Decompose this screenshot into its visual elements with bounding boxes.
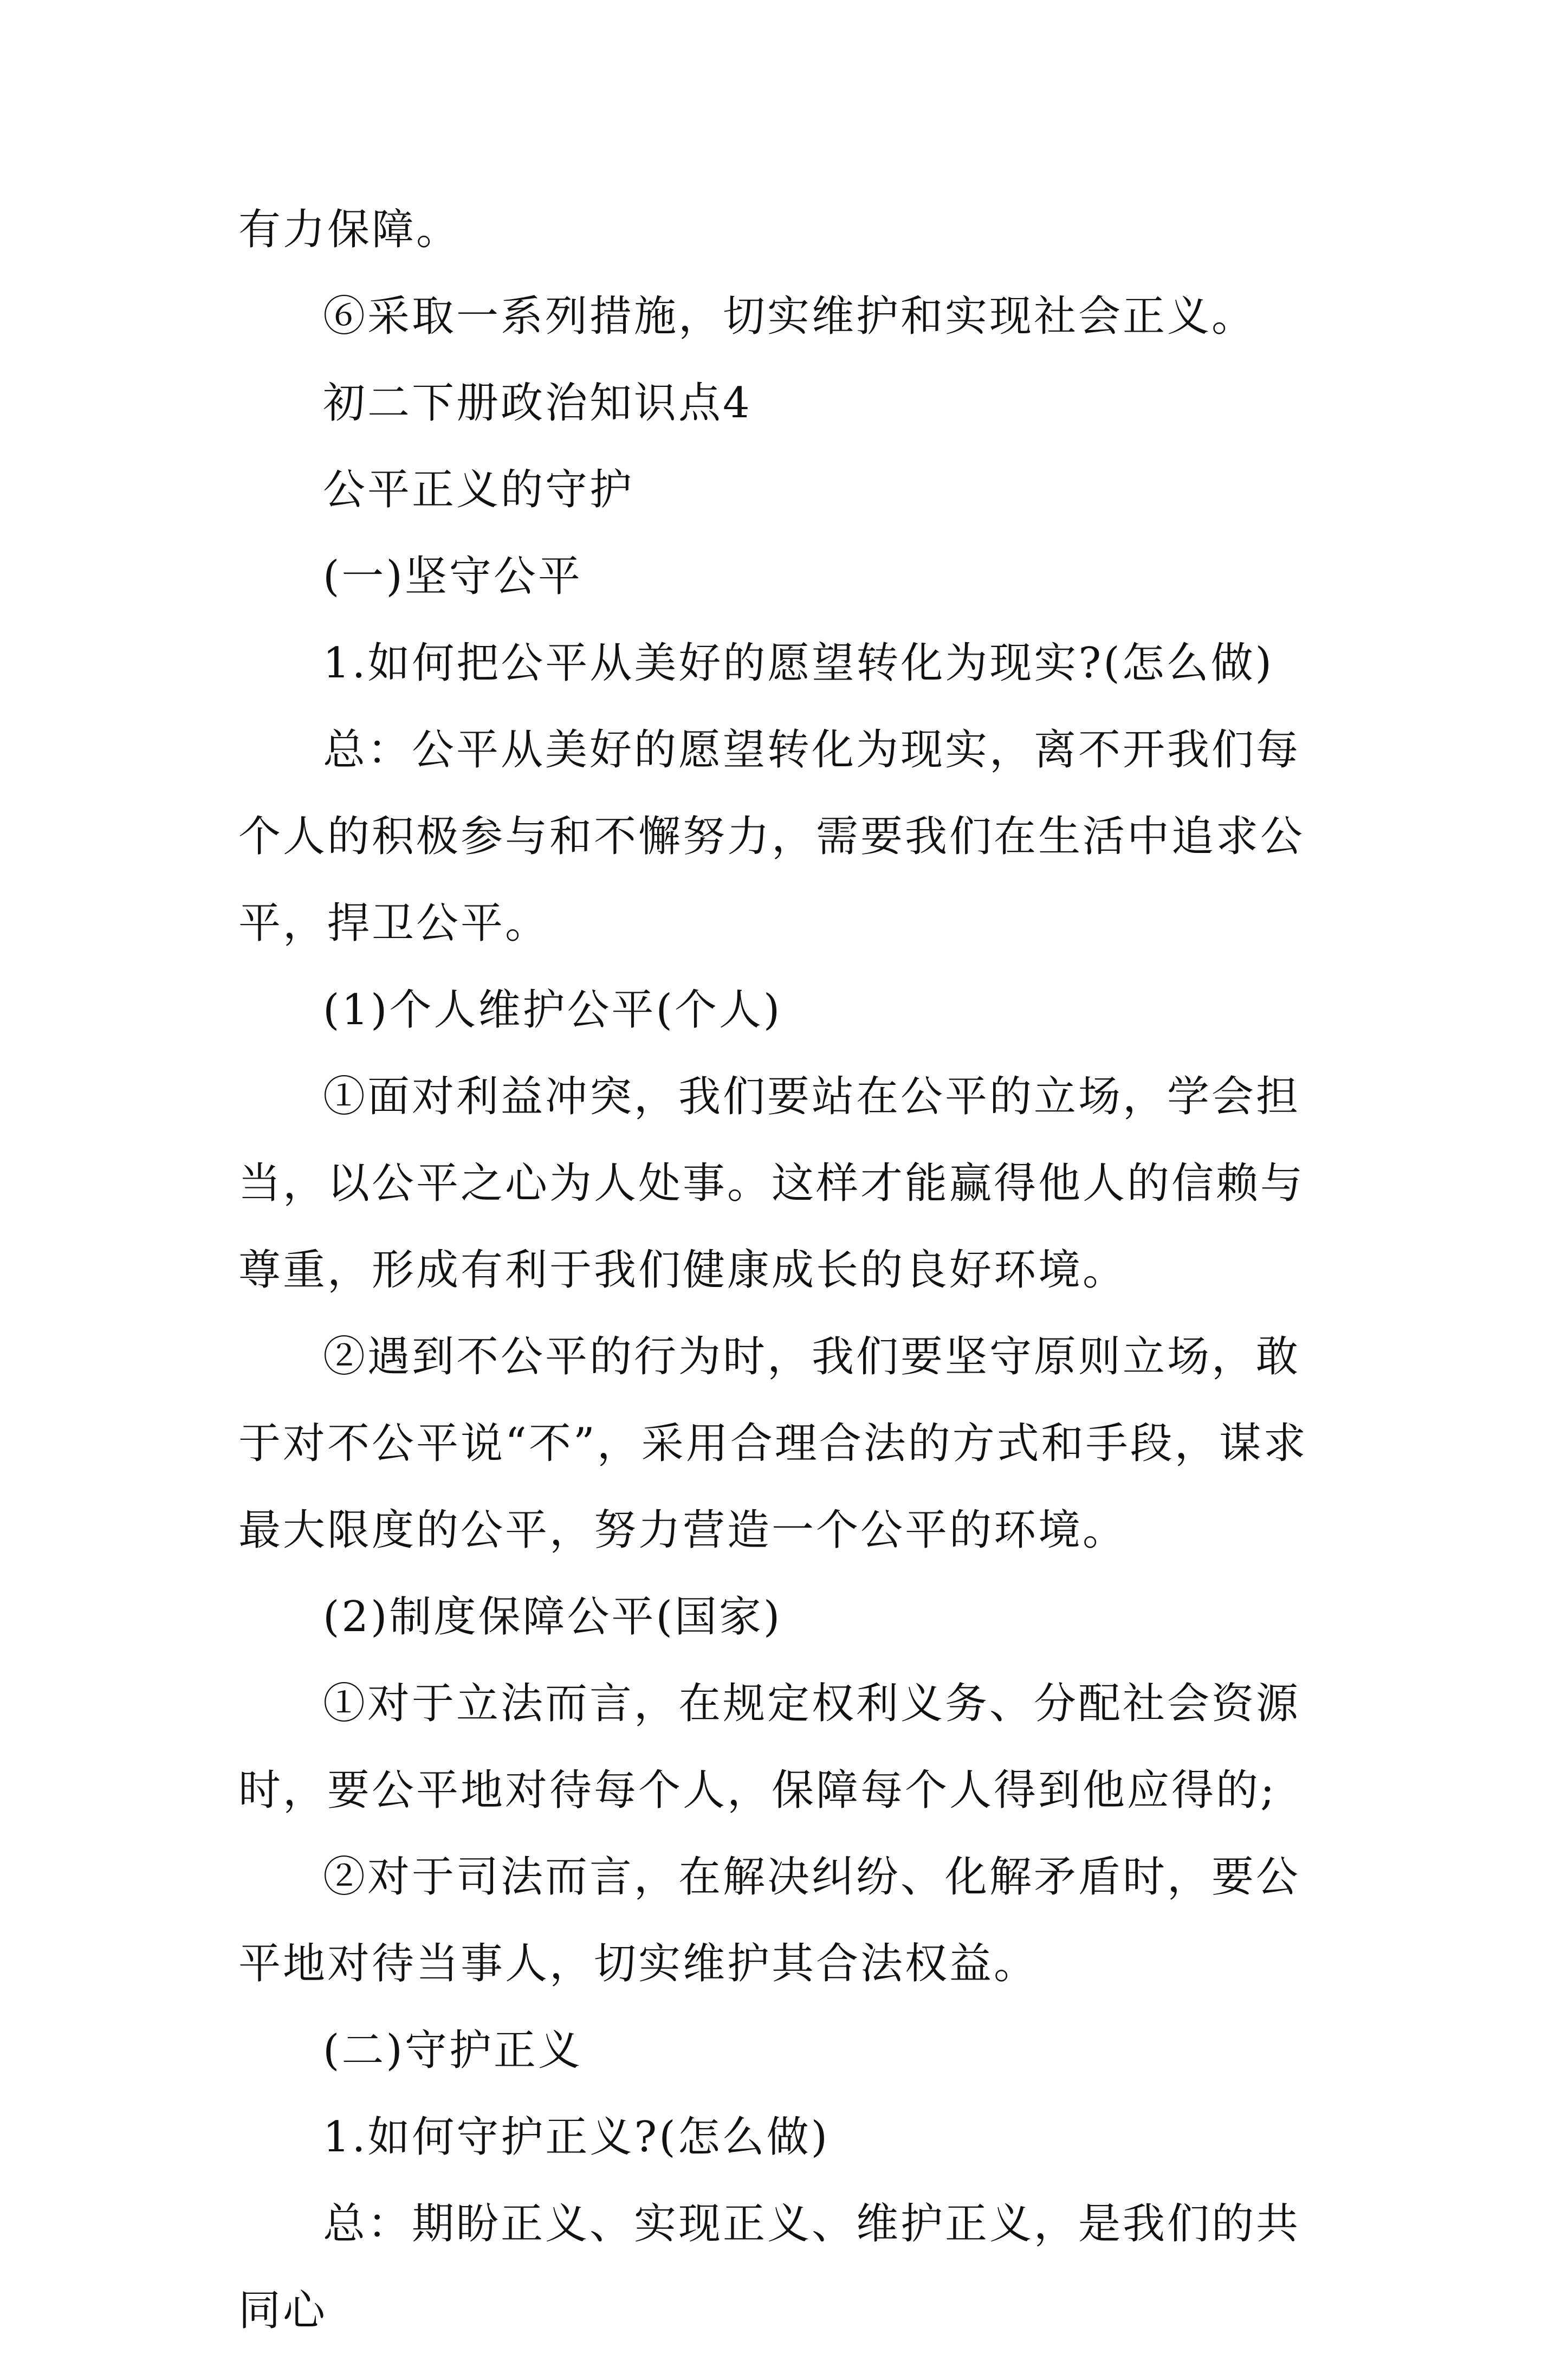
paragraph-item-2: ②遇到不公平的行为时，我们要坚守原则立场，敢于对不公平说“不”，采用合理合法的方式和手段，谋求最大限度的公平，努力营造一个公平的环境。 [238, 1333, 1308, 1555]
question-heading-2: 1.如何守护正义?(怎么做) [323, 2113, 830, 2162]
summary-paragraph-2: 总：期盼正义、实现正义、维护正义，是我们的共同心 [238, 2200, 1301, 2335]
section-title: 初二下册政治知识点4 [323, 379, 752, 428]
paragraph-item-3: ①对于立法而言，在规定权利义务、分配社会资源时，要公平地对待每个人，保障每个人得到他应得的; [238, 1679, 1301, 1815]
subsection-heading-1: (一)坚守公平 [323, 552, 582, 601]
paragraph-continuation: 有力保障。 [238, 205, 461, 254]
paragraph-item-1: ①面对利益冲突，我们要站在公平的立场，学会担当，以公平之心为人处事。这样才能赢得他人的信赖与尊重，形成有利于我们健康成长的良好环境。 [238, 1072, 1305, 1295]
chapter-title: 公平正义的守护 [323, 465, 634, 514]
paragraph-list-item-6: ⑥采取一系列措施，切实维护和实现社会正义。 [323, 292, 1256, 341]
summary-paragraph-1: 总：公平从美好的愿望转化为现实，离不开我们每个人的积极参与和不懈努力，需要我们在生活中追求公平，捍卫公平。 [238, 726, 1305, 948]
subsection-heading-2: (二)守护正义 [323, 2026, 582, 2075]
point-heading-2: (2)制度保障公平(国家) [323, 1593, 782, 1641]
document-body [238, 186, 1333, 2354]
point-heading-1: (1)个人维护公平(个人) [323, 986, 782, 1034]
paragraph-item-4: ②对于司法而言，在解决纠纷、化解矛盾时，要公平地对待当事人，切实维护其合法权益。 [238, 1853, 1301, 1988]
question-heading-1: 1.如何把公平从美好的愿望转化为现实?(怎么做) [323, 639, 1274, 688]
